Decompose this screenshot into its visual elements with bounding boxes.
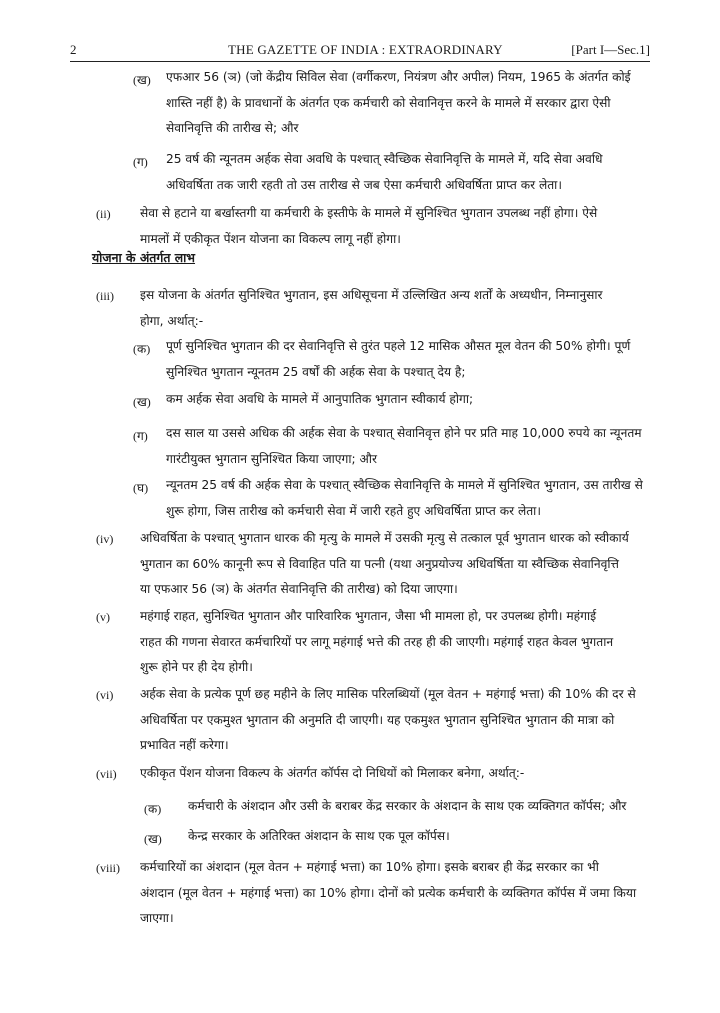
clause-vii-kha xyxy=(188,824,650,850)
clause-marker-kha: (ख) xyxy=(133,395,151,409)
clause-ga-top xyxy=(166,147,650,198)
text-line: अधिवर्षिता पर एकमुश्त भुगतान की अनुमति दी जाएगी। यह एकमुश्त भुगतान सुनिश्चित भुगतान की मात्रा को xyxy=(140,712,615,727)
clause-ga xyxy=(166,421,650,472)
clause-marker-vii-kha: (ख) xyxy=(144,832,162,846)
clause-marker-ga-top: (ग) xyxy=(133,155,148,169)
text-line: भुगतान का 60% कानूनी रूप से विवाहित पति या पत्नी (यथा अनुप्रयोज्य अधिवर्षिता या स्वैच्छिक सेवानिवृत्ति xyxy=(140,556,619,571)
clause-vii xyxy=(140,761,650,787)
text-line: सेवा से हटाने या बर्खास्तगी या कर्मचारी के इस्तीफे के मामले में सुनिश्चित भुगतान उपलब्ध नहीं होगा। ऐसे xyxy=(140,206,598,220)
text-line: होगा, अर्थात्:- xyxy=(140,313,204,328)
clause-vii-ka xyxy=(188,794,650,820)
clause-ka xyxy=(166,334,650,385)
clause-marker-ii: (ii) xyxy=(96,207,111,221)
header-rule xyxy=(70,61,650,62)
text-line: अर्हक सेवा के प्रत्येक पूर्ण छह महीने के लिए मासिक परिलब्धियों (मूल वेतन + महंगाई भत्ता) की 10% की दर से xyxy=(140,687,636,701)
clause-v xyxy=(140,604,650,681)
text-line: एफआर 56 (ञ) (जो केंद्रीय सिविल सेवा (वर्गीकरण, नियंत्रण और अपील) नियम, 1965 के अंतर्गत कोई xyxy=(166,70,631,84)
text-line: शुरू होगा, जिस तारीख को कर्मचारी सेवा में जारी रहते हुए अधिवर्षिता प्राप्त कर लेता। xyxy=(166,503,541,518)
clause-marker-ka: (क) xyxy=(133,342,151,356)
clause-vi xyxy=(140,682,650,759)
clause-marker-gha: (घ) xyxy=(133,481,149,495)
clause-ii xyxy=(140,201,650,252)
clause-marker-ga: (ग) xyxy=(133,429,148,443)
clause-marker-vi: (vi) xyxy=(96,688,114,702)
text-line: 25 वर्ष की न्यूनतम अर्हक सेवा अवधि के पश्चात् स्वैच्छिक सेवानिवृत्ति के मामले में, यदि सेवा अवधि xyxy=(166,152,603,166)
clause-iii xyxy=(140,283,650,334)
clause-marker-iii: (iii) xyxy=(96,289,114,303)
clause-marker-vii: (vii) xyxy=(96,767,117,781)
clause-marker-kha-top: (ख) xyxy=(133,73,151,87)
clause-marker-iv: (iv) xyxy=(96,532,114,546)
clause-marker-v: (v) xyxy=(96,610,110,624)
section-heading: योजना के अंतर्गत लाभ xyxy=(92,250,196,265)
text-line: शुरू होने पर ही देय होगी। xyxy=(140,660,253,674)
text-line: सेवानिवृत्ति की तारीख से; और xyxy=(166,121,299,135)
text-line: या एफआर 56 (ञ) के अंतर्गत सेवानिवृत्ति की तारीख) को दिया जाएगा। xyxy=(140,582,458,596)
text-line: अधिवर्षिता तक जारी रहती तो उस तारीख से जब ऐसा कर्मचारी अधिवर्षिता प्राप्त कर लेता। xyxy=(166,177,562,192)
text-line: राहत की गणना सेवारत कर्मचारियों पर लागू महंगाई भत्ते की तरह ही की जाएगी। महंगाई राहत केवल भुगतान xyxy=(140,634,614,649)
text-line: गारंटीयुक्त भुगतान सुनिश्चित किया जाएगा; और xyxy=(166,451,377,466)
text-line: कर्मचारियों का अंशदान (मूल वेतन + महंगाई भत्ता) का 10% होगा। इसके बराबर ही केंद्र सरकार का भी xyxy=(140,860,599,874)
text-line: कर्मचारी के अंशदान और उसी के बराबर केंद्र सरकार के अंशदान के साथ एक व्यक्तिगत कॉर्पस; और xyxy=(188,799,627,813)
text-line: न्यूनतम 25 वर्ष की अर्हक सेवा के पश्चात् स्वैच्छिक सेवानिवृत्ति के मामले में सुनिश्चित भुगतान, उस तारीख से xyxy=(166,478,643,492)
text-line: जाएगा। xyxy=(140,911,174,925)
part-section: [Part I—Sec.1] xyxy=(571,42,650,57)
text-line: एकीकृत पेंशन योजना विकल्प के अंतर्गत कॉर्पस दो निधियों को मिलाकर बनेगा, अर्थात्:- xyxy=(140,766,525,780)
clause-viii xyxy=(140,855,650,932)
text-line: दस साल या उससे अधिक की अर्हक सेवा के पश्चात् सेवानिवृत्त होने पर प्रति माह 10,000 रुपये का न्यूनतम xyxy=(166,426,642,440)
text-line: शास्ति नहीं है) के प्रावधानों के अंतर्गत एक कर्मचारी को सेवानिवृत्त करने के मामले में सरकार द्वारा ऐसी xyxy=(166,95,611,110)
clause-marker-vii-ka: (क) xyxy=(144,802,162,816)
text-line: महंगाई राहत, सुनिश्चित भुगतान और पारिवारिक भुगतान, जैसा भी मामला हो, पर उपलब्ध होगी। महंगाई xyxy=(140,609,597,623)
clause-iv xyxy=(140,526,650,603)
text-line: इस योजना के अंतर्गत सुनिश्चित भुगतान, इस अधिसूचना में उल्लिखित अन्य शर्तों के अध्यधीन, निम्नानुसार xyxy=(140,288,603,302)
clause-gha xyxy=(166,473,650,524)
gazette-title: THE GAZETTE OF INDIA : EXTRAORDINARY xyxy=(228,42,503,57)
text-line: केन्द्र सरकार के अतिरिक्त अंशदान के साथ एक पूल कॉर्पस। xyxy=(188,829,450,843)
page-number: 2 xyxy=(70,42,77,57)
clause-kha-top xyxy=(166,65,650,142)
text-line: कम अर्हक सेवा अवधि के मामले में आनुपातिक भुगतान स्वीकार्य होगा; xyxy=(166,392,474,406)
text-line: अधिवर्षिता के पश्चात् भुगतान धारक की मृत्यु के मामले में उसकी मृत्यु से तत्काल पूर्व भुगतान धारक को स्वीकार्य xyxy=(140,531,629,545)
text-line: सुनिश्चित भुगतान न्यूनतम 25 वर्षों की अर्हक सेवा के पश्चात् देय है; xyxy=(166,364,466,379)
text-line: मामलों में एकीकृत पेंशन योजना का विकल्प लागू नहीं होगा। xyxy=(140,231,401,246)
text-line: पूर्ण सुनिश्चित भुगतान की दर सेवानिवृत्ति से तुरंत पहले 12 मासिक औसत मूल वेतन की 50% होगी। पूर्ण xyxy=(166,339,631,353)
clause-kha xyxy=(166,387,650,413)
page-header xyxy=(70,42,650,60)
text-line: अंशदान (मूल वेतन + महंगाई भत्ता) का 10% होगा। दोनों को प्रत्येक कर्मचारी के व्यक्तिगत कॉर्पस में जमा किया xyxy=(140,885,637,900)
clause-marker-viii: (viii) xyxy=(96,861,120,875)
text-line: प्रभावित नहीं करेगा। xyxy=(140,738,229,752)
